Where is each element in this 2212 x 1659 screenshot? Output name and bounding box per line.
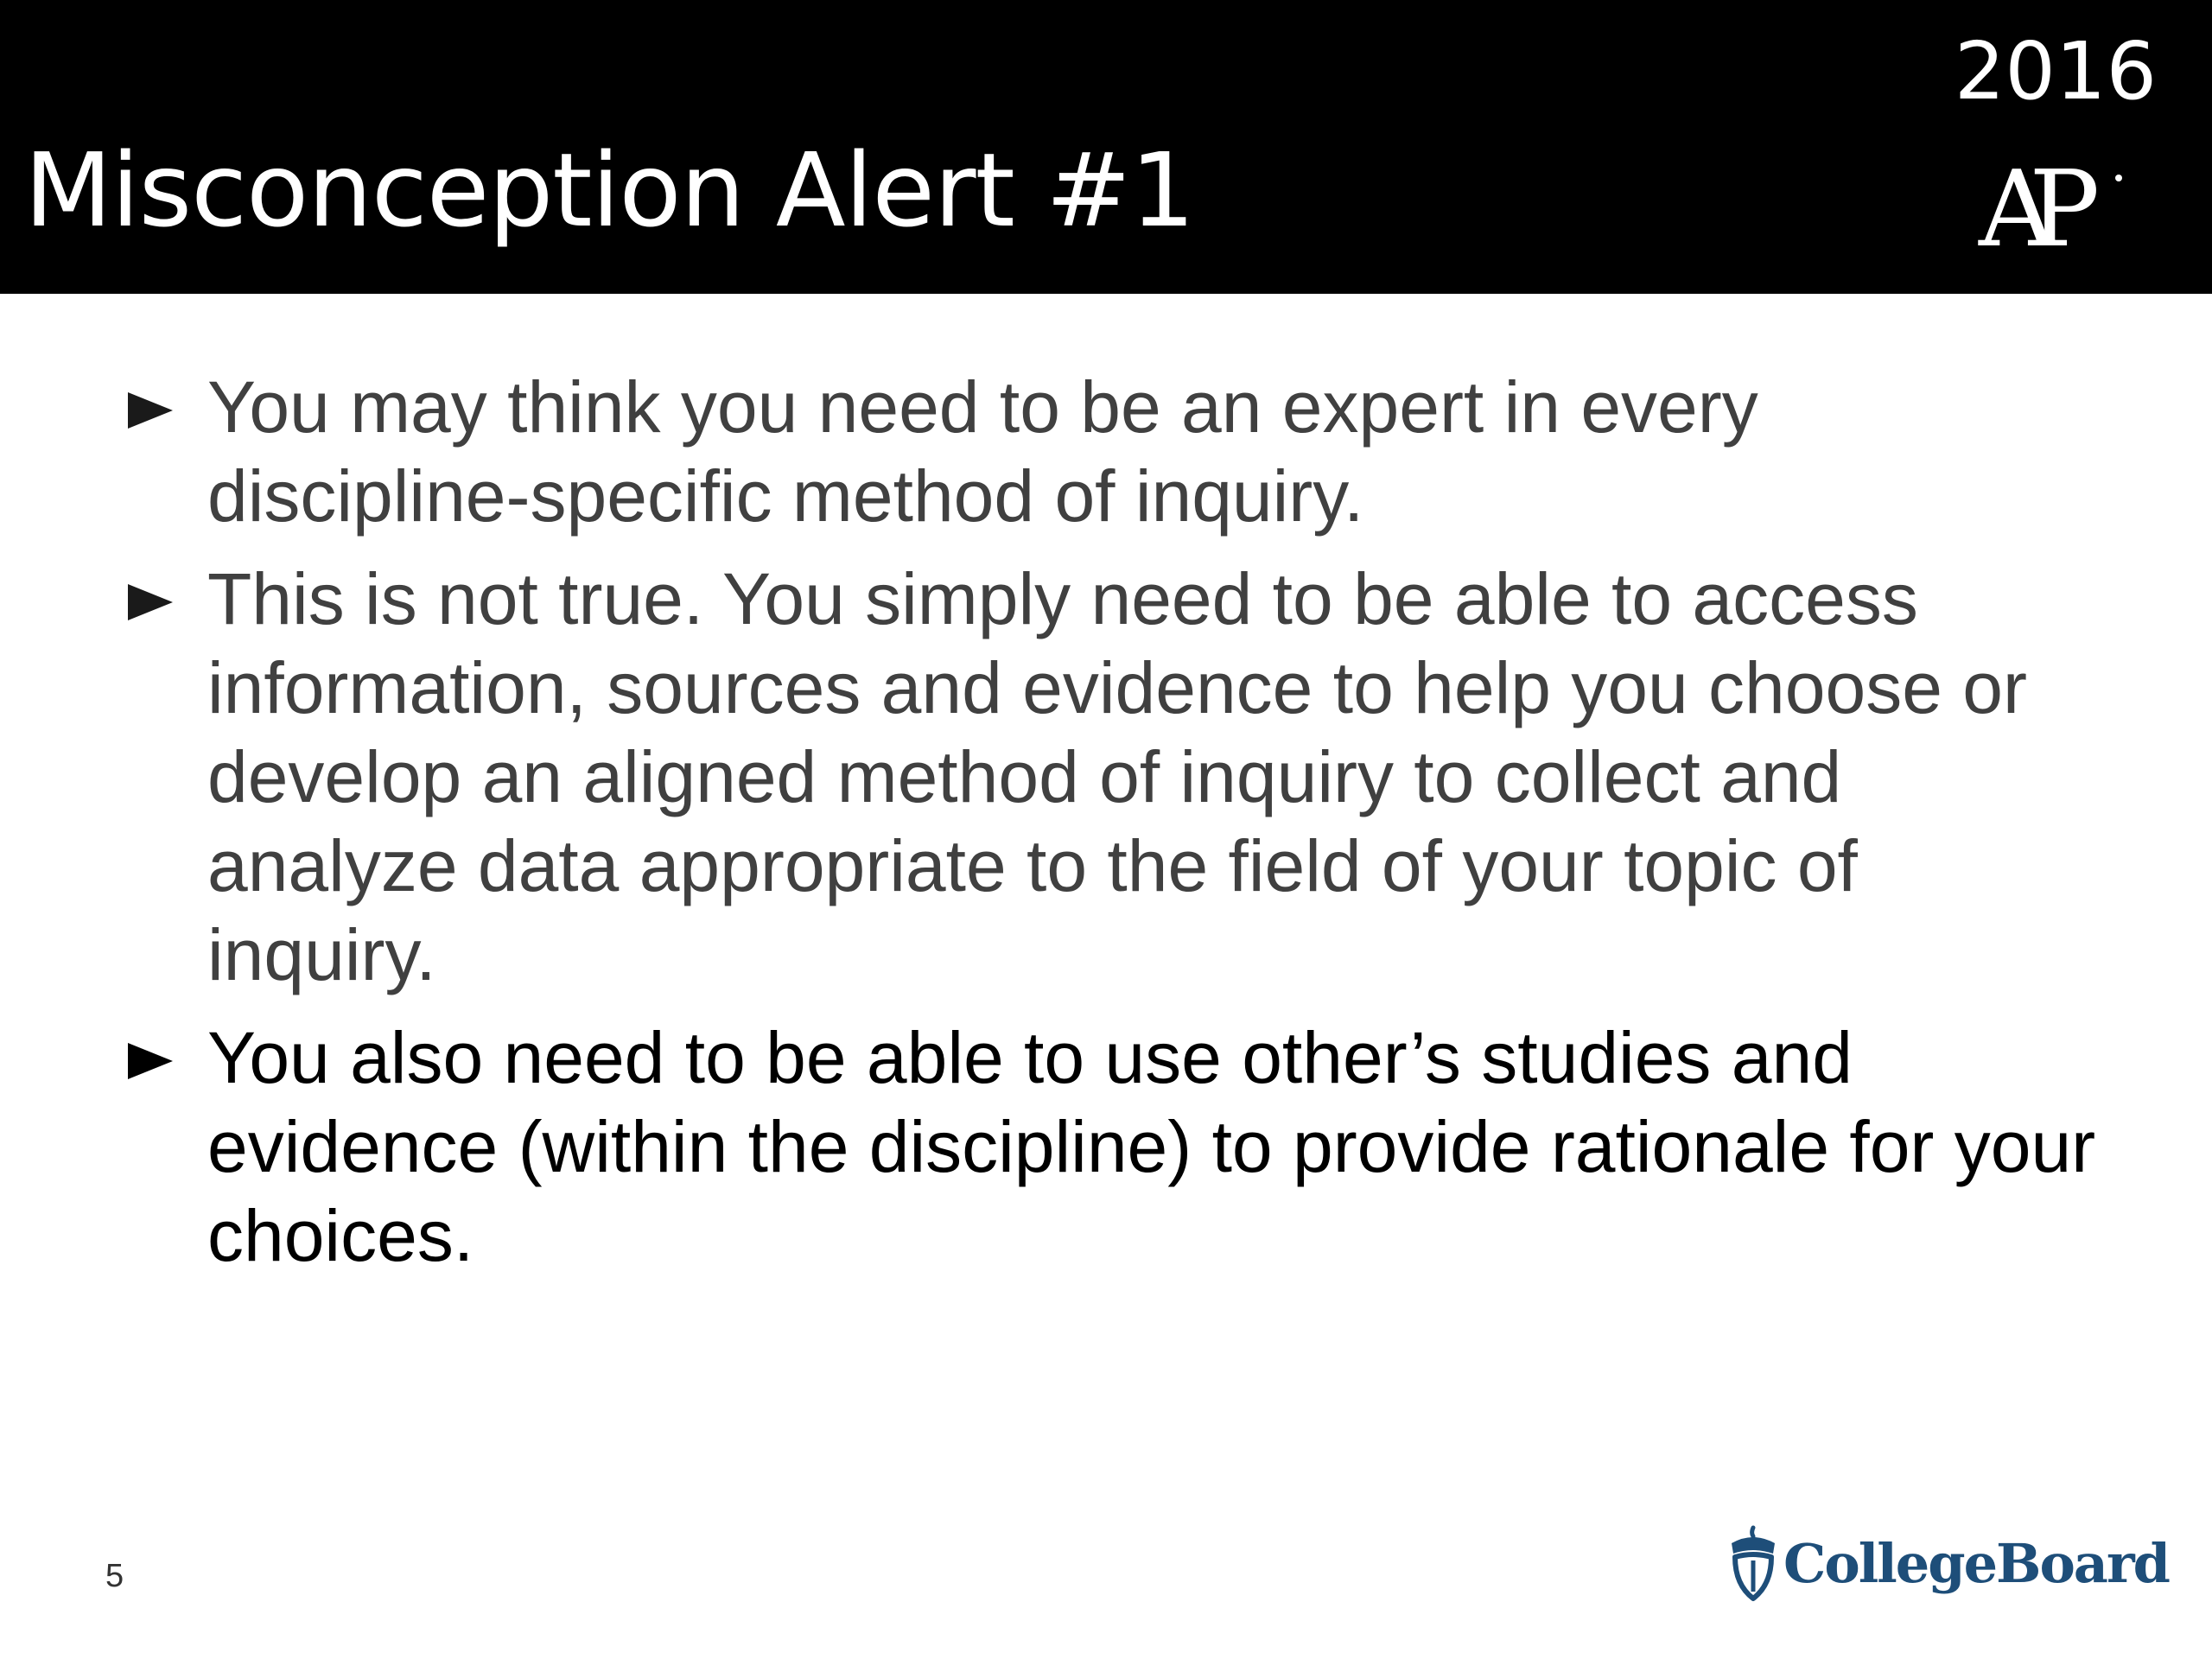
ap-logo-text: AP bbox=[1979, 148, 2075, 270]
bullet-text-1: You may think you need to be an expert in every discipline-specific method of inquiry. bbox=[207, 366, 1758, 537]
acorn-icon bbox=[1725, 1524, 1782, 1602]
triangle-bullet-icon bbox=[128, 1043, 173, 1079]
triangle-bullet-icon bbox=[128, 392, 173, 429]
bullet-text-3: You also need to be able to use other’s studies and evidence (within the discipline) to provide rationale for your choices. bbox=[207, 1017, 2096, 1276]
bullet-item-1 bbox=[128, 363, 2098, 541]
page-number: 5 bbox=[105, 1558, 124, 1594]
year-label: 2016 bbox=[1954, 25, 2157, 118]
collegeboard-logo-text: CollegeBoard bbox=[1783, 1532, 2169, 1595]
ap-logo bbox=[1979, 148, 2126, 270]
bullet-item-2 bbox=[128, 555, 2098, 1000]
collegeboard-logo bbox=[1725, 1524, 2169, 1602]
registered-mark-icon bbox=[2115, 175, 2122, 181]
slide-title: Misconception Alert #1 bbox=[24, 130, 1195, 250]
triangle-bullet-icon bbox=[128, 584, 173, 620]
bullet-item-3 bbox=[128, 1014, 2098, 1281]
bullet-list bbox=[128, 363, 2098, 1294]
header-bar bbox=[0, 0, 2212, 294]
bullet-text-2: This is not true. You simply need to be able to access information, sources and evidence to help you choose or develop an aligned method of inquiry to collect and analyze data appropriate to the field of your topic of inquiry. bbox=[207, 558, 2027, 995]
